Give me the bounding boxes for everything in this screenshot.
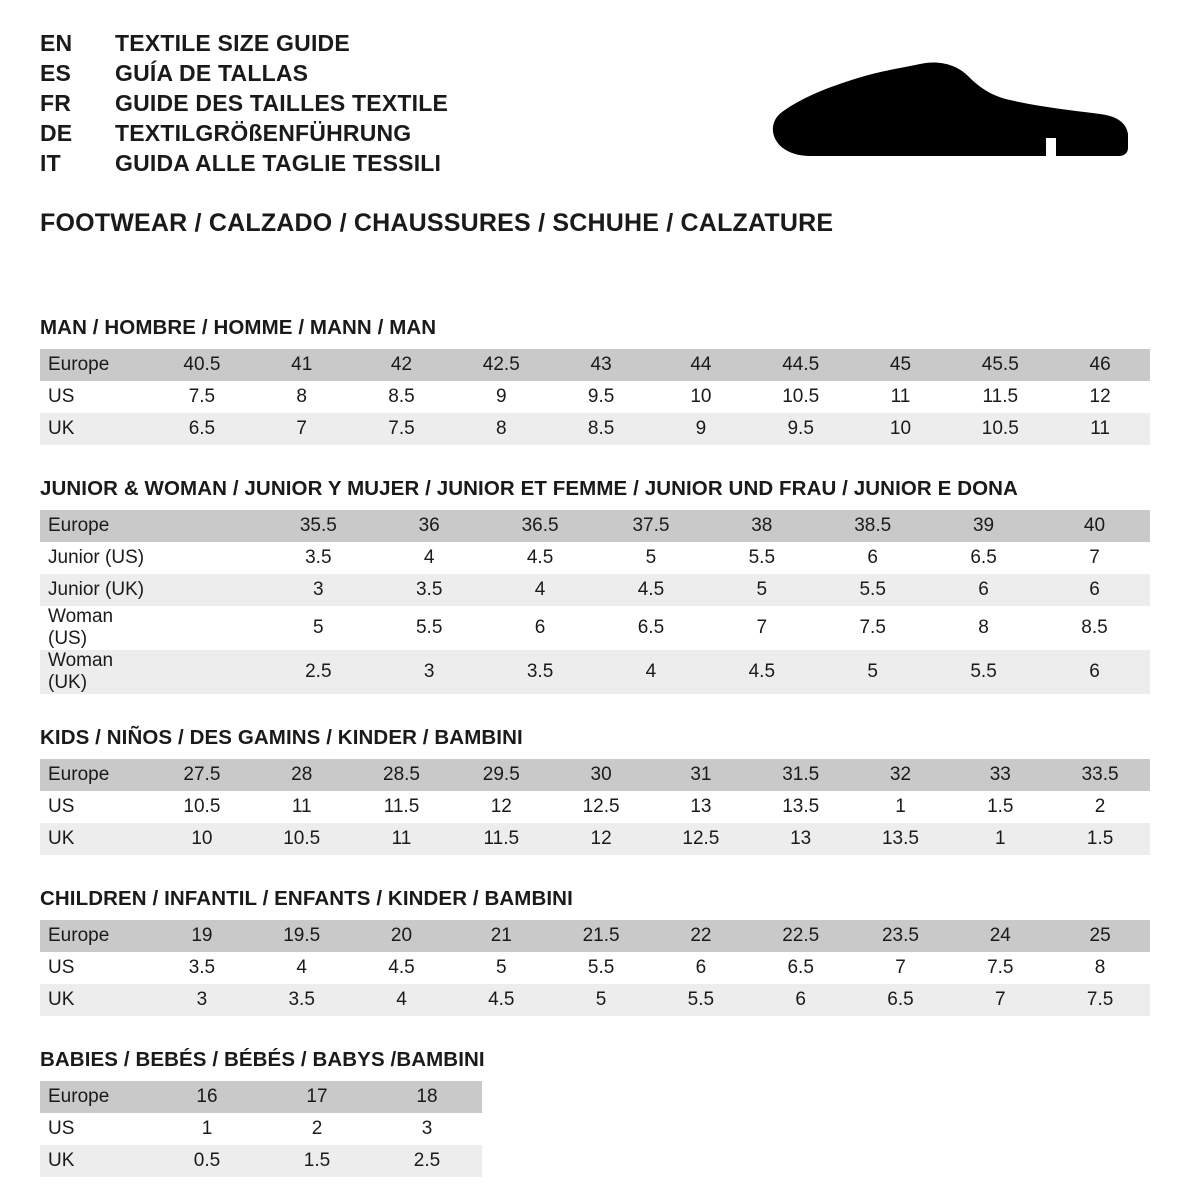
cell: 4.5 xyxy=(706,650,817,694)
cell: 3.5 xyxy=(485,650,596,694)
cell: 22.5 xyxy=(751,920,851,952)
cell: 9.5 xyxy=(751,413,851,445)
cell: 7.5 xyxy=(1050,984,1150,1016)
cell: 36 xyxy=(374,510,485,542)
cell: 29.5 xyxy=(451,759,551,791)
cell: 3.5 xyxy=(252,984,352,1016)
language-code: ES xyxy=(40,60,72,86)
table-row xyxy=(40,542,1150,574)
cell: 25 xyxy=(1050,920,1150,952)
cell: 4 xyxy=(596,650,707,694)
cell: 10 xyxy=(851,413,951,445)
cell: 6 xyxy=(751,984,851,1016)
cell: 12.5 xyxy=(651,823,751,855)
cell: 3.5 xyxy=(152,952,252,984)
table-row xyxy=(40,574,1150,606)
row-label: UK xyxy=(40,823,152,855)
table-row xyxy=(40,920,1150,952)
cell: 1.5 xyxy=(950,791,1050,823)
cell: 28 xyxy=(252,759,352,791)
cell: 8.5 xyxy=(352,381,452,413)
cell: 30 xyxy=(551,759,651,791)
size-table-man xyxy=(40,349,1150,445)
cell: 9 xyxy=(451,381,551,413)
language-list xyxy=(40,30,448,177)
cell xyxy=(152,606,263,650)
cell: 11.5 xyxy=(950,381,1050,413)
cell: 8 xyxy=(928,606,1039,650)
cell: 6 xyxy=(485,606,596,650)
cell: 3 xyxy=(152,984,252,1016)
cell: 23.5 xyxy=(851,920,951,952)
cell: 21.5 xyxy=(551,920,651,952)
cell: 2 xyxy=(1050,791,1150,823)
row-label: Woman (US) xyxy=(40,606,152,650)
cell: 38 xyxy=(706,510,817,542)
cell: 10.5 xyxy=(950,413,1050,445)
cell: 8 xyxy=(451,413,551,445)
cell: 3 xyxy=(263,574,374,606)
cell: 11.5 xyxy=(451,823,551,855)
cell: 31.5 xyxy=(751,759,851,791)
section-title: KIDS / NIÑOS / DES GAMINS / KINDER / BAMBINI xyxy=(40,726,523,749)
cell: 4 xyxy=(352,984,452,1016)
row-label: UK xyxy=(40,413,152,445)
section-junior-woman xyxy=(40,477,1160,694)
section-kids xyxy=(40,726,1160,855)
cell: 4.5 xyxy=(352,952,452,984)
cell: 12 xyxy=(551,823,651,855)
language-row xyxy=(40,120,448,147)
table-row xyxy=(40,381,1150,413)
language-title: TEXTILE SIZE GUIDE xyxy=(115,30,350,56)
cell: 27.5 xyxy=(152,759,252,791)
language-row xyxy=(40,150,448,177)
table-row xyxy=(40,349,1150,381)
section-man xyxy=(40,316,1160,445)
language-code: IT xyxy=(40,150,61,176)
language-title: GUIDA ALLE TAGLIE TESSILI xyxy=(115,150,442,176)
cell: 44 xyxy=(651,349,751,381)
cell: 2 xyxy=(262,1113,372,1145)
row-label: Europe xyxy=(40,349,152,381)
cell: 8 xyxy=(1050,952,1150,984)
cell: 24 xyxy=(950,920,1050,952)
cell: 5.5 xyxy=(706,542,817,574)
cell: 45.5 xyxy=(950,349,1050,381)
size-table-junior-woman xyxy=(40,510,1150,694)
cell: 5 xyxy=(706,574,817,606)
cell: 43 xyxy=(551,349,651,381)
cell: 19 xyxy=(152,920,252,952)
table-row xyxy=(40,791,1150,823)
cell: 0.5 xyxy=(152,1145,262,1177)
cell: 3 xyxy=(374,650,485,694)
cell: 9.5 xyxy=(551,381,651,413)
cell xyxy=(152,650,263,694)
cell: 42.5 xyxy=(451,349,551,381)
cell: 4 xyxy=(252,952,352,984)
cell: 8.5 xyxy=(1039,606,1150,650)
section-children xyxy=(40,887,1160,1016)
cell: 46 xyxy=(1050,349,1150,381)
cell: 13.5 xyxy=(851,823,951,855)
cell: 5.5 xyxy=(374,606,485,650)
cell: 13 xyxy=(751,823,851,855)
cell: 17 xyxy=(262,1081,372,1113)
cell: 10 xyxy=(651,381,751,413)
cell: 7 xyxy=(252,413,352,445)
table-row xyxy=(40,650,1150,694)
cell: 4 xyxy=(485,574,596,606)
section-title: MAN / HOMBRE / HOMME / MANN / MAN xyxy=(40,316,437,339)
cell: 5 xyxy=(817,650,928,694)
language-title: GUIDE DES TAILLES TEXTILE xyxy=(115,90,448,116)
cell: 6 xyxy=(1039,650,1150,694)
language-row xyxy=(40,60,448,87)
cell: 44.5 xyxy=(751,349,851,381)
cell: 10 xyxy=(152,823,252,855)
row-label: Europe xyxy=(40,759,152,791)
cell: 5 xyxy=(451,952,551,984)
row-label: Junior (UK) xyxy=(40,574,152,606)
table-row xyxy=(40,1113,482,1145)
cell: 5 xyxy=(596,542,707,574)
table-row xyxy=(40,1145,482,1177)
cell: 1 xyxy=(851,791,951,823)
cell: 33.5 xyxy=(1050,759,1150,791)
cell: 5.5 xyxy=(651,984,751,1016)
row-label: UK xyxy=(40,1145,152,1177)
cell: 7.5 xyxy=(950,952,1050,984)
cell: 5.5 xyxy=(817,574,928,606)
cell: 45 xyxy=(851,349,951,381)
cell: 10.5 xyxy=(252,823,352,855)
section-title: JUNIOR & WOMAN / JUNIOR Y MUJER / JUNIOR ET FEMME / JUNIOR UND FRAU / JUNIOR E DONA xyxy=(40,477,1018,500)
row-label: US xyxy=(40,791,152,823)
table-row xyxy=(40,823,1150,855)
section-babies xyxy=(40,1048,1160,1177)
cell: 7.5 xyxy=(817,606,928,650)
cell: 2.5 xyxy=(372,1145,482,1177)
cell: 1.5 xyxy=(262,1145,372,1177)
cell: 11 xyxy=(352,823,452,855)
row-label: US xyxy=(40,952,152,984)
category-title: FOOTWEAR / CALZADO / CHAUSSURES / SCHUHE / CALZATURE xyxy=(40,209,834,237)
table-row xyxy=(40,606,1150,650)
row-label: US xyxy=(40,1113,152,1145)
cell: 3 xyxy=(372,1113,482,1145)
cell: 10.5 xyxy=(751,381,851,413)
cell: 18 xyxy=(372,1081,482,1113)
cell xyxy=(152,542,263,574)
row-label: Woman (UK) xyxy=(40,650,152,694)
cell: 12.5 xyxy=(551,791,651,823)
cell: 8 xyxy=(252,381,352,413)
cell: 12 xyxy=(451,791,551,823)
table-row xyxy=(40,759,1150,791)
cell: 39 xyxy=(928,510,1039,542)
language-title: GUÍA DE TALLAS xyxy=(115,60,309,86)
row-label: Europe xyxy=(40,510,152,542)
section-title: BABIES / BEBÉS / BÉBÉS / BABYS /BAMBINI xyxy=(40,1048,485,1071)
page-header xyxy=(40,30,1160,177)
cell: 7.5 xyxy=(352,413,452,445)
cell: 5 xyxy=(263,606,374,650)
cell: 22 xyxy=(651,920,751,952)
cell: 4.5 xyxy=(451,984,551,1016)
cell: 5.5 xyxy=(551,952,651,984)
row-label: US xyxy=(40,381,152,413)
table-row xyxy=(40,413,1150,445)
table-row xyxy=(40,1081,482,1113)
cell: 10.5 xyxy=(152,791,252,823)
cell xyxy=(152,510,263,542)
table-row xyxy=(40,952,1150,984)
cell: 3.5 xyxy=(374,574,485,606)
cell: 19.5 xyxy=(252,920,352,952)
cell xyxy=(152,574,263,606)
size-table-babies xyxy=(40,1081,482,1177)
cell: 4.5 xyxy=(596,574,707,606)
cell: 7.5 xyxy=(152,381,252,413)
cell: 1 xyxy=(152,1113,262,1145)
language-row xyxy=(40,90,448,117)
cell: 6 xyxy=(817,542,928,574)
cell: 36.5 xyxy=(485,510,596,542)
cell: 38.5 xyxy=(817,510,928,542)
cell: 6 xyxy=(1039,574,1150,606)
cell: 8.5 xyxy=(551,413,651,445)
row-label: Europe xyxy=(40,1081,152,1113)
cell: 7 xyxy=(851,952,951,984)
row-label: UK xyxy=(40,984,152,1016)
cell: 16 xyxy=(152,1081,262,1113)
cell: 33 xyxy=(950,759,1050,791)
row-label: Europe xyxy=(40,920,152,952)
cell: 37.5 xyxy=(596,510,707,542)
cell: 28.5 xyxy=(352,759,452,791)
language-title: TEXTILGRÖßENFÜHRUNG xyxy=(115,120,412,146)
cell: 11.5 xyxy=(352,791,452,823)
cell: 6.5 xyxy=(751,952,851,984)
language-code: FR xyxy=(40,90,72,116)
section-title: CHILDREN / INFANTIL / ENFANTS / KINDER / BAMBINI xyxy=(40,887,573,910)
cell: 7 xyxy=(950,984,1050,1016)
cell: 13 xyxy=(651,791,751,823)
cell: 31 xyxy=(651,759,751,791)
size-table-children xyxy=(40,920,1150,1016)
language-row xyxy=(40,30,448,57)
cell: 6.5 xyxy=(596,606,707,650)
size-tables xyxy=(40,316,1160,1177)
cell: 7 xyxy=(1039,542,1150,574)
cell: 4.5 xyxy=(485,542,596,574)
row-label: Junior (US) xyxy=(40,542,152,574)
dress-shoe-icon xyxy=(770,52,1130,172)
cell: 35.5 xyxy=(263,510,374,542)
cell: 20 xyxy=(352,920,452,952)
language-code: DE xyxy=(40,120,73,146)
cell: 5 xyxy=(551,984,651,1016)
cell: 3.5 xyxy=(263,542,374,574)
cell: 21 xyxy=(451,920,551,952)
size-table-kids xyxy=(40,759,1150,855)
cell: 1.5 xyxy=(1050,823,1150,855)
cell: 6 xyxy=(928,574,1039,606)
cell: 6.5 xyxy=(851,984,951,1016)
cell: 11 xyxy=(252,791,352,823)
cell: 5.5 xyxy=(928,650,1039,694)
language-code: EN xyxy=(40,30,73,56)
cell: 11 xyxy=(1050,413,1150,445)
cell: 40.5 xyxy=(152,349,252,381)
table-row xyxy=(40,984,1150,1016)
table-row xyxy=(40,510,1150,542)
cell: 6.5 xyxy=(928,542,1039,574)
cell: 4 xyxy=(374,542,485,574)
cell: 7 xyxy=(706,606,817,650)
cell: 41 xyxy=(252,349,352,381)
cell: 11 xyxy=(851,381,951,413)
cell: 12 xyxy=(1050,381,1150,413)
cell: 2.5 xyxy=(263,650,374,694)
cell: 40 xyxy=(1039,510,1150,542)
cell: 42 xyxy=(352,349,452,381)
cell: 32 xyxy=(851,759,951,791)
cell: 1 xyxy=(950,823,1050,855)
cell: 6.5 xyxy=(152,413,252,445)
cell: 9 xyxy=(651,413,751,445)
cell: 13.5 xyxy=(751,791,851,823)
cell: 6 xyxy=(651,952,751,984)
